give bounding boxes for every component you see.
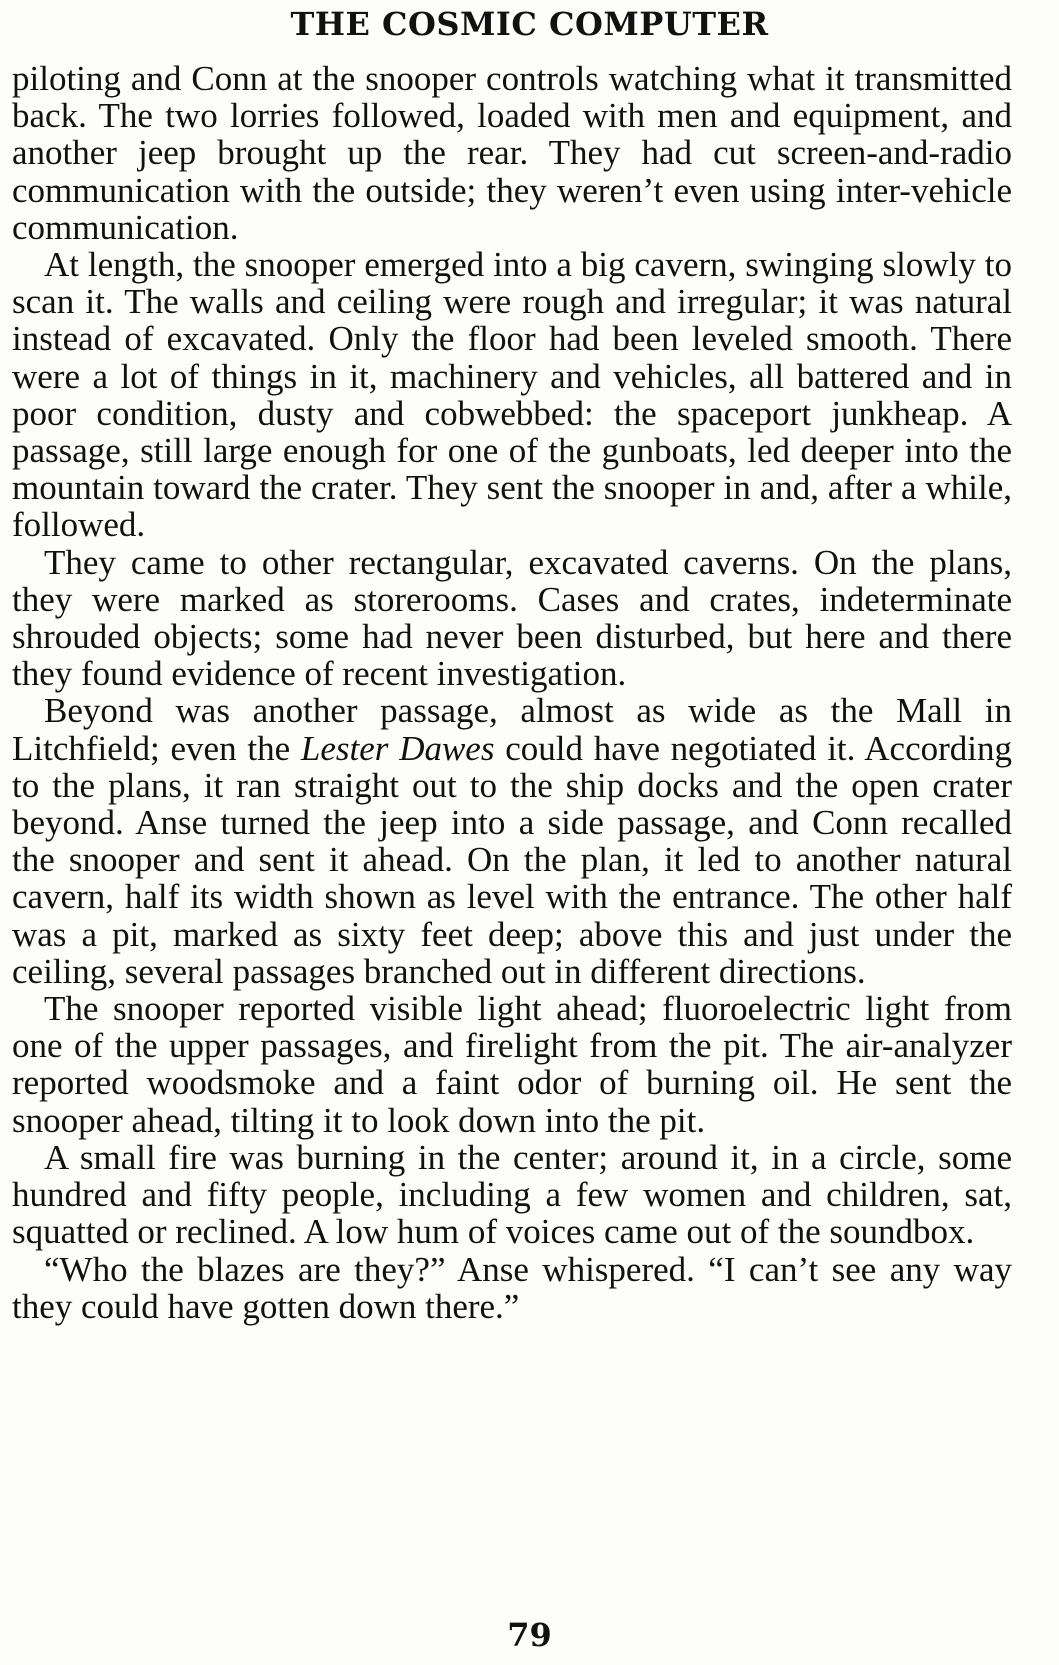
running-head: THE COSMIC COMPUTER: [290, 5, 769, 43]
ship-name-italic: Lester Dawes: [300, 728, 495, 768]
body-text: [12, 60, 1012, 1325]
paragraph-4-before: Beyond was another passage, almost as wide as the Mall in Litchfield; even the: [12, 691, 1012, 768]
page-number: 79: [507, 1616, 552, 1654]
paragraph-4: [12, 692, 1012, 990]
paragraph-7: “Who the blazes are they?” Anse whispered. “I can’t see any way they could have gotten down there.”: [12, 1249, 1012, 1326]
paragraph-1: piloting and Conn at the snooper controls watching what it transmitted back. The two lorries followed, loaded with men and equipment, and another jeep brought up the rear. They had cut screen-and-radio communication with the outside; they weren’t even using inter-vehicle communication.: [12, 59, 1012, 247]
paragraph-4-after: could have negotiated it. According to the plans, it ran straight out to the ship docks and the open crater beyond. Anse turned the jeep into a side passage, and Conn recalled the snooper and sent it ahead. On the plan, it led to another natural cavern, half its width shown as level with the entrance. The other half was a pit, marked as sixty feet deep; above this and just under the ceiling, several passages branched out in different directions.: [12, 728, 1012, 991]
paragraph-3: They came to other rectangular, excavated caverns. On the plans, they were marked as storerooms. Cases and crates, indeterminate shrouded objects; some had never been disturbed, but here and there they found evidence of recent investigation.: [12, 542, 1012, 694]
paragraph-6: A small fire was burning in the center; around it, in a circle, some hundred and fifty people, including a few women and children, sat, squatted or reclined. A low hum of voices came out of the soundbox.: [12, 1137, 1012, 1252]
paragraph-5: The snooper reported visible light ahead; fluoroelectric light from one of the upper passages, and firelight from the pit. The air-analyzer reported woodsmoke and a faint odor of burning oil. He sent the snooper ahead, tilting it to look down into the pit.: [12, 989, 1012, 1140]
paragraph-2: At length, the snooper emerged into a big cavern, swinging slowly to scan it. The walls and ceiling were rough and irregular; it was natural instead of excavated. Only the floor had been leveled smooth. There were a lot of things in it, machinery and vehicles, all battered and in poor condition, dusty and cobwebbed: the spaceport junkheap. A passage, still large enough for one of the gunboats, led deeper into the mountain toward the crater. They sent the snooper in and, after a while, followed.: [12, 245, 1012, 545]
